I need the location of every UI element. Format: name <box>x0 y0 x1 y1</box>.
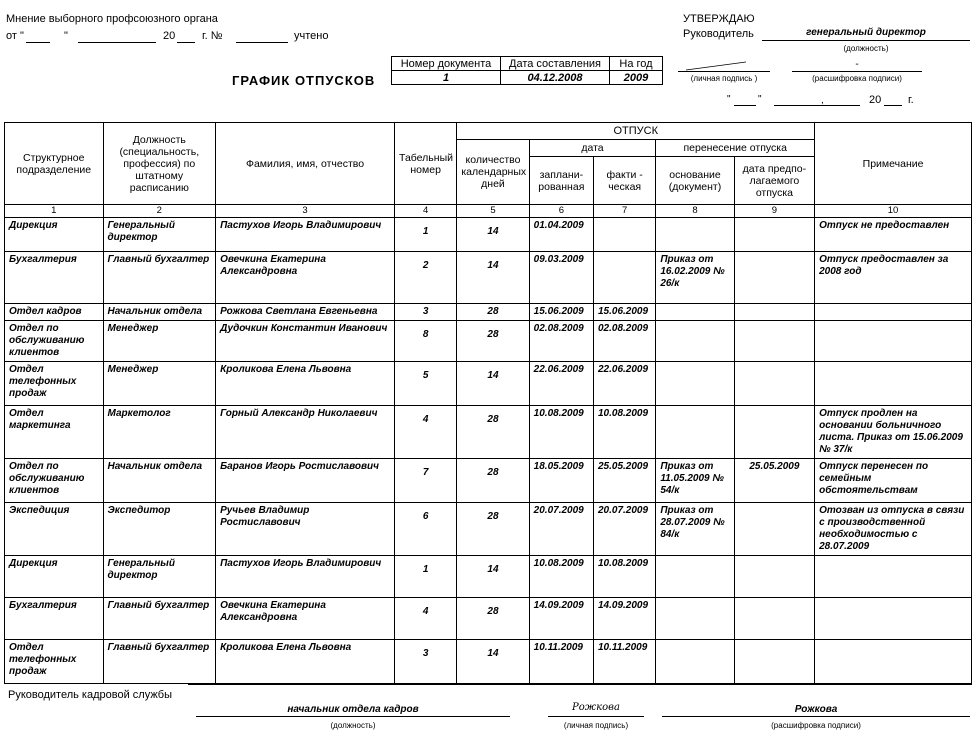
col-number: 2 <box>103 205 216 218</box>
cell-actual: 10.11.2009 <box>594 640 656 684</box>
cell-basis <box>656 304 734 321</box>
approve-title: УТВЕРЖДАЮ <box>683 13 755 25</box>
footer-position-value: начальник отдела кадров <box>287 704 419 715</box>
cell-planned: 22.06.2009 <box>529 362 593 406</box>
cell-name: Кроликова Елена Львовна <box>216 640 395 684</box>
cell-tab-number: 5 <box>395 362 457 406</box>
cell-actual: 14.09.2009 <box>594 598 656 640</box>
approve-decode-line <box>792 71 922 72</box>
cell-dept: Отдел телефонных продаж <box>5 362 104 406</box>
approve-head-label: Руководитель <box>683 28 754 40</box>
cell-actual <box>594 252 656 304</box>
cell-tab-number: 4 <box>395 406 457 459</box>
col-number: 6 <box>529 205 593 218</box>
cell-actual <box>594 218 656 252</box>
cell-position: Менеджер <box>103 362 216 406</box>
cell-name: Овечкина Екатерина Александровна <box>216 252 395 304</box>
cell-note <box>815 556 972 598</box>
cell-tab-number: 4 <box>395 598 457 640</box>
cell-dept: Дирекция <box>5 556 104 598</box>
approve-year-suffix: г. <box>908 94 914 106</box>
cell-name: Овечкина Екатерина Александровна <box>216 598 395 640</box>
union-year-blank[interactable] <box>177 42 195 43</box>
cell-planned: 09.03.2009 <box>529 252 593 304</box>
cell-note <box>815 362 972 406</box>
document-title: ГРАФИК ОТПУСКОВ <box>232 73 376 88</box>
header-note: Примечание <box>815 123 972 205</box>
doc-date-header: Дата составления <box>501 57 610 71</box>
cell-tab-number: 1 <box>395 218 457 252</box>
cell-days: 14 <box>457 556 529 598</box>
cell-planned: 10.08.2009 <box>529 406 593 459</box>
cell-name: Дудочкин Константин Иванович <box>216 321 395 362</box>
footer-sign-caption: (личная подпись) <box>563 721 629 730</box>
cell-expected-date <box>734 406 814 459</box>
approve-year-blank[interactable] <box>884 105 902 106</box>
cell-position: Начальник отдела <box>103 459 216 503</box>
cell-planned: 01.04.2009 <box>529 218 593 252</box>
cell-expected-date <box>734 218 814 252</box>
cell-note <box>815 321 972 362</box>
cell-dept: Бухгалтерия <box>5 598 104 640</box>
table-row <box>5 459 972 503</box>
approve-year-prefix: 20 <box>869 94 882 106</box>
cell-expected-date <box>734 556 814 598</box>
header-tab-number: Табельный номер <box>395 123 457 205</box>
union-counted-label: учтено <box>294 30 329 42</box>
cell-note: Отпуск не предоставлен <box>815 218 972 252</box>
header-transfer: перенесение отпуска <box>656 140 815 157</box>
union-number-blank[interactable] <box>236 42 288 43</box>
col-number: 4 <box>395 205 457 218</box>
cell-expected-date: 25.05.2009 <box>734 459 814 503</box>
cell-planned: 15.06.2009 <box>529 304 593 321</box>
union-day-blank[interactable] <box>26 42 50 43</box>
header-days: количество календарных дней <box>457 140 529 205</box>
cell-position: Генеральный директор <box>103 218 216 252</box>
footer-sign-line <box>548 716 644 717</box>
union-date-prefix: от " <box>6 30 24 42</box>
cell-name: Пастухов Игорь Владимирович <box>216 218 395 252</box>
cell-basis: Приказ от 28.07.2009 № 84/к <box>656 503 734 556</box>
cell-note <box>815 304 972 321</box>
doc-date-value: 04.12.2008 <box>501 71 610 85</box>
footer-decode-value: Рожкова <box>794 704 838 715</box>
footer-hr-head-label: Руководитель кадровой службы <box>8 689 173 701</box>
approve-position-caption: (должность) <box>843 44 889 53</box>
cell-basis: Приказ от 16.02.2009 № 26/к <box>656 252 734 304</box>
cell-planned: 18.05.2009 <box>529 459 593 503</box>
table-row <box>5 218 972 252</box>
cell-days: 14 <box>457 218 529 252</box>
cell-basis <box>656 406 734 459</box>
cell-dept: Отдел по обслуживанию клиентов <box>5 321 104 362</box>
cell-dept: Отдел маркетинга <box>5 406 104 459</box>
cell-name: Ручьев Владимир Ростиславович <box>216 503 395 556</box>
table-row <box>5 640 972 684</box>
footer-signature: Рожкова <box>572 702 620 713</box>
cell-note: Отпуск продлен на основании больничного листа. Приказ от 15.06.2009 № 37/к <box>815 406 972 459</box>
cell-actual: 20.07.2009 <box>594 503 656 556</box>
cell-days: 14 <box>457 640 529 684</box>
cell-basis <box>656 640 734 684</box>
cell-position: Менеджер <box>103 321 216 362</box>
cell-planned: 10.08.2009 <box>529 556 593 598</box>
doc-year-value: 2009 <box>610 71 663 85</box>
cell-position: Маркетолог <box>103 406 216 459</box>
cell-expected-date <box>734 321 814 362</box>
cell-days: 28 <box>457 321 529 362</box>
cell-position: Экспедитор <box>103 503 216 556</box>
cell-position: Главный бухгалтер <box>103 598 216 640</box>
approve-date-quote-close: " <box>758 94 762 105</box>
cell-days: 28 <box>457 503 529 556</box>
cell-actual: 10.08.2009 <box>594 406 656 459</box>
cell-name: Баранов Игорь Ростиславович <box>216 459 395 503</box>
cell-planned: 20.07.2009 <box>529 503 593 556</box>
cell-name: Пастухов Игорь Владимирович <box>216 556 395 598</box>
approve-date-comma: , <box>821 95 824 106</box>
header-dept: Структурное подразделение <box>5 123 104 205</box>
cell-planned: 14.09.2009 <box>529 598 593 640</box>
cell-days: 28 <box>457 304 529 321</box>
cell-note <box>815 598 972 640</box>
cell-actual: 15.06.2009 <box>594 304 656 321</box>
cell-expected-date <box>734 640 814 684</box>
cell-actual: 25.05.2009 <box>594 459 656 503</box>
approve-month-blank[interactable] <box>774 105 860 106</box>
cell-days: 14 <box>457 252 529 304</box>
cell-days: 28 <box>457 459 529 503</box>
table-row <box>5 598 972 640</box>
table-row <box>5 503 972 556</box>
cell-position: Главный бухгалтер <box>103 252 216 304</box>
approve-decode-caption: (расшифровка подписи) <box>812 74 902 83</box>
table-row <box>5 321 972 362</box>
cell-expected-date <box>734 304 814 321</box>
cell-position: Начальник отдела <box>103 304 216 321</box>
cell-note: Отпуск предоставлен за 2008 год <box>815 252 972 304</box>
cell-dept: Отдел кадров <box>5 304 104 321</box>
header-vacation: ОТПУСК <box>457 123 815 140</box>
header-date: дата <box>529 140 656 157</box>
table-row <box>5 406 972 459</box>
approve-position-value: генеральный директор <box>806 27 926 38</box>
cell-expected-date <box>734 252 814 304</box>
cell-note: Отпуск перенесен по семейным обстоятельствам <box>815 459 972 503</box>
col-number: 3 <box>216 205 395 218</box>
cell-basis: Приказ от 11.05.2009 № 54/к <box>656 459 734 503</box>
cell-position: Главный бухгалтер <box>103 640 216 684</box>
footer-position-line <box>196 716 510 717</box>
approve-sign-caption: (личная подпись ) <box>690 74 758 83</box>
document-info-box <box>391 56 663 85</box>
cell-basis <box>656 556 734 598</box>
approve-decode-dash: - <box>855 59 859 70</box>
cell-actual: 02.08.2009 <box>594 321 656 362</box>
cell-tab-number: 3 <box>395 640 457 684</box>
cell-days: 28 <box>457 406 529 459</box>
cell-basis <box>656 362 734 406</box>
cell-tab-number: 1 <box>395 556 457 598</box>
footer-decode-caption: (расшифровка подписи) <box>771 721 861 730</box>
cell-basis <box>656 598 734 640</box>
cell-basis <box>656 218 734 252</box>
header-position: Должность (специальность, профессия) по штатному расписанию <box>103 123 216 205</box>
cell-name: Рожкова Светлана Евгеньевна <box>216 304 395 321</box>
table-row <box>5 252 972 304</box>
footer-decode-line <box>662 716 970 717</box>
header-basis: основание (документ) <box>656 157 734 205</box>
doc-year-header: На год <box>610 57 663 71</box>
vacation-schedule-table <box>4 122 972 684</box>
col-number: 10 <box>815 205 972 218</box>
footer-position-caption: (должность) <box>330 721 376 730</box>
union-month-blank[interactable] <box>78 42 156 43</box>
cell-note: Отозван из отпуска в связи с производственной необходимостью с 28.07.2009 <box>815 503 972 556</box>
cell-planned: 10.11.2009 <box>529 640 593 684</box>
union-date-quote: " <box>64 30 68 42</box>
cell-days: 28 <box>457 598 529 640</box>
cell-position: Генеральный директор <box>103 556 216 598</box>
cell-dept: Отдел по обслуживанию клиентов <box>5 459 104 503</box>
union-number-label: г. № <box>202 30 223 42</box>
header-expected-date: дата предпо-лагаемого отпуска <box>734 157 814 205</box>
cell-actual: 10.08.2009 <box>594 556 656 598</box>
table-row <box>5 556 972 598</box>
cell-note <box>815 640 972 684</box>
header-name: Фамилия, имя, отчество <box>216 123 395 205</box>
col-number: 7 <box>594 205 656 218</box>
union-opinion-label: Мнение выборного профсоюзного органа <box>6 13 218 25</box>
footer-top-line <box>188 684 972 685</box>
cell-tab-number: 8 <box>395 321 457 362</box>
cell-dept: Дирекция <box>5 218 104 252</box>
cell-name: Кроликова Елена Львовна <box>216 362 395 406</box>
table-row <box>5 304 972 321</box>
col-number: 8 <box>656 205 734 218</box>
cell-tab-number: 2 <box>395 252 457 304</box>
cell-tab-number: 3 <box>395 304 457 321</box>
doc-number-header: Номер документа <box>392 57 501 71</box>
table-row <box>5 362 972 406</box>
col-number: 1 <box>5 205 104 218</box>
header-planned: заплани-рованная <box>529 157 593 205</box>
doc-number-value: 1 <box>392 71 501 85</box>
cell-dept: Отдел телефонных продаж <box>5 640 104 684</box>
approve-position-line <box>762 40 970 41</box>
approve-day-blank[interactable] <box>734 105 756 106</box>
cell-expected-date <box>734 362 814 406</box>
cell-tab-number: 7 <box>395 459 457 503</box>
cell-days: 14 <box>457 362 529 406</box>
cell-planned: 02.08.2009 <box>529 321 593 362</box>
cell-dept: Экспедиция <box>5 503 104 556</box>
approve-date-quote-open: " <box>727 94 731 105</box>
cell-basis <box>656 321 734 362</box>
cell-tab-number: 6 <box>395 503 457 556</box>
approve-sign-line <box>678 71 770 72</box>
cell-expected-date <box>734 503 814 556</box>
cell-dept: Бухгалтерия <box>5 252 104 304</box>
cell-name: Горный Александр Николаевич <box>216 406 395 459</box>
col-number: 9 <box>734 205 814 218</box>
cell-actual: 22.06.2009 <box>594 362 656 406</box>
header-actual: факти - ческая <box>594 157 656 205</box>
union-year-prefix: 20 <box>163 30 176 42</box>
col-number: 5 <box>457 205 529 218</box>
cell-expected-date <box>734 598 814 640</box>
